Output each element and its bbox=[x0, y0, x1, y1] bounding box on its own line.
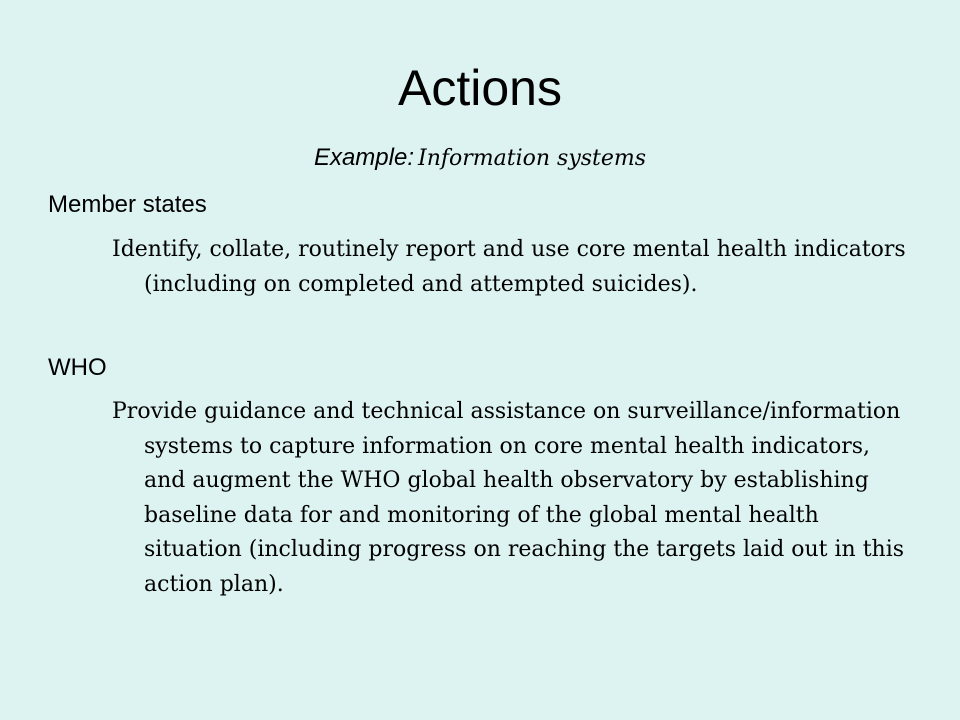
subtitle-topic: Information systems bbox=[418, 146, 647, 171]
section-heading-member-states: Member states bbox=[48, 191, 207, 218]
slide-subtitle bbox=[0, 140, 960, 179]
section-text-member-states: Identify, collate, routinely report and use core mental health indicators (including on completed and attempted suicides). bbox=[112, 237, 906, 297]
section-heading-who: WHO bbox=[48, 354, 107, 381]
section-text-who: Provide guidance and technical assistance on surveillance/information systems to capture information on core mental health indicators, and augment the WHO global health observatory by establishing baseline data for and monitoring of the global mental health situation (including progress on reaching the targets laid out in this action plan). bbox=[112, 399, 905, 597]
slide-title: Actions bbox=[398, 60, 562, 116]
subtitle-prefix: Example: bbox=[313, 144, 414, 171]
